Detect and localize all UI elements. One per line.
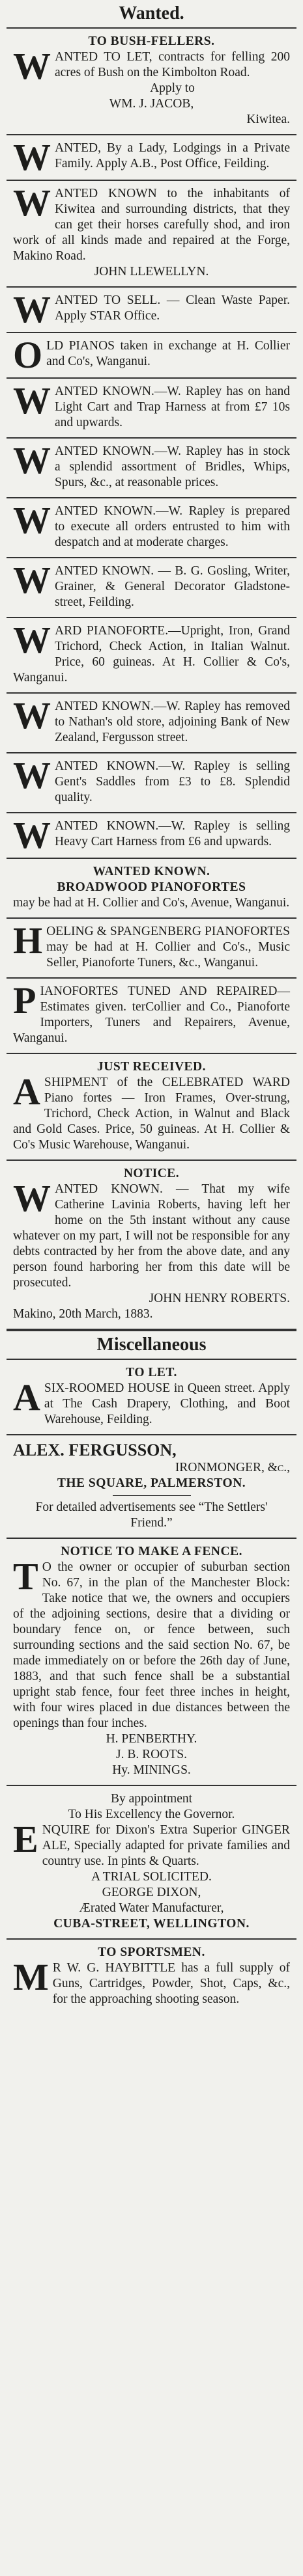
- ad-notice-roberts: [7, 1161, 296, 1331]
- ad-body: ANTED KNOWN to the inhabitants of Kiwitea and surrounding districts, that they can get their horses carefully shod, and iron work of all kinds made and repaired at the Forge, Makino Road.: [13, 187, 290, 263]
- ad-title: NOTICE TO MAKE A FENCE.: [61, 1545, 242, 1558]
- ad-appointment-to: To His Excellency the Governor.: [68, 1808, 235, 1821]
- ad-tuned: [7, 979, 296, 1054]
- drop-cap: W: [13, 45, 51, 87]
- drop-cap: A: [13, 1376, 40, 1418]
- ad-body: ANTED KNOWN. — B. G. Gosling, Writer, Grainer, & General Decorator Gladstone-street, Feilding.: [55, 564, 290, 609]
- ad-body: SIX-ROOMED HOUSE in Queen street. Apply at The Cash Drapery, Clothing, and Boot Warehouse, Feilding.: [44, 1381, 290, 1426]
- drop-cap: W: [13, 619, 51, 661]
- newspaper-column: [7, 0, 296, 2014]
- drop-cap: W: [13, 694, 51, 737]
- ad-trial: A TRIAL SOLICITED.: [91, 1870, 212, 1884]
- drop-cap: W: [13, 379, 51, 422]
- drop-cap: P: [13, 979, 36, 1022]
- ad-body: ANTED, By a Lady, Lodgings in a Private Family. Apply A.B., Post Office, Feilding.: [55, 141, 290, 170]
- ad-rapley-cart: [7, 379, 296, 439]
- ad-fergusson: [7, 1435, 296, 1539]
- ad-body: ANTED KNOWN.—W. Rapley is prepared to execute all orders entrusted to him with despatch and at moderate charges.: [55, 504, 290, 549]
- ad-big-name: ALEX. FERGUSSON,: [13, 1441, 177, 1459]
- ad-body: ANTED KNOWN.—W. Rapley has removed to Nathan's old store, adjoining Bank of New Zealand, Fergusson street.: [55, 699, 290, 744]
- ad-place: Kiwitea.: [246, 113, 290, 126]
- ad-rapley-orders: [7, 498, 296, 558]
- ad-broadwood: [7, 859, 296, 919]
- drop-cap: E: [13, 1818, 38, 1860]
- ad-title: TO LET.: [126, 1366, 177, 1379]
- drop-cap: M: [13, 1956, 49, 1998]
- ad-signature: JOHN HENRY ROBERTS.: [149, 1292, 290, 1305]
- ad-body: IANOFORTES TUNED AND REPAIRED—Estimates given. terCollier and Co., Pianoforte Importers, Tuners and Repairers, Avenue, Wanganui.: [13, 984, 290, 1045]
- ad-body: O the owner or occupier of suburban section No. 67, in the plan of the Manchester Block: Take notice that we, the owners and occupiers of the adjoining sections, desire that a dividing or boundary fence on, or fence between, such surrounding sections and the said section No. 67, be made immediately on or before the 26th day of June, 1883, and that such fence shall be a substantial upright stab fence, four feet three inches in height, with four wires placed in due distances between the openings than four inches.: [13, 1560, 290, 1730]
- ad-body: ANTED KNOWN. — That my wife Catherine Lavinia Roberts, having left her home on the 5th instant without any cause whatever on my part, I will not be responsible for any debts contracted by her from the above date, and any person found harboring her from this date will be prosecuted.: [13, 1182, 290, 1290]
- ad-trade: Ærated Water Manufacturer,: [79, 1901, 224, 1915]
- drop-cap: W: [13, 182, 51, 224]
- ad-title: TO SPORTSMEN.: [98, 1946, 205, 1959]
- ad-body: ANTED KNOWN.—W. Rapley has in stock a splendid assortment of Bridles, Whips, Spurs, &c., at reasonable prices.: [55, 444, 290, 489]
- ad-title: NOTICE.: [123, 1167, 180, 1180]
- ad-gosling: [7, 558, 296, 618]
- ad-body: ANTED KNOWN.—W. Rapley is selling Gent's Saddles from £3 to £8. Splendid quality.: [55, 759, 290, 804]
- ad-old-pianos: [7, 333, 296, 379]
- drop-cap: W: [13, 559, 51, 601]
- ad-trade: IRONMONGER, &c.,: [175, 1461, 290, 1474]
- ad-signature: WM. J. JACOB,: [109, 97, 194, 111]
- ad-signature: Hy. MININGS.: [112, 1763, 191, 1777]
- drop-cap: O: [13, 334, 43, 376]
- ad-note: For detailed advertisements see “The Settlers' Friend.”: [35, 1500, 268, 1530]
- ad-to-let: [7, 1360, 296, 1435]
- ad-signature: J. B. ROOTS.: [116, 1748, 187, 1761]
- ad-line: Apply to: [150, 81, 195, 95]
- ad-body: ARD PIANOFORTE.—Upright, Iron, Grand Trichord, Check Action, in Italian Walnut. Price, 60 guineas. At H. Collier & Co's, Wanganui.: [13, 624, 290, 685]
- ad-ward-pianoforte: [7, 618, 296, 694]
- section-heading: Wanted.: [7, 0, 296, 29]
- ad-rapley-removed: [7, 694, 296, 753]
- ad-signature: GEORGE DIXON,: [102, 1886, 201, 1899]
- ad-title: WANTED KNOWN.: [93, 865, 210, 878]
- ad-bush-fellers: [7, 29, 296, 135]
- ad-body: SHIPMENT of the CELEBRATED WARD Piano fortes — Iron Frames, Over-strung, Trichord, Check Action, in Walnut and Black and Gold Cases. Price, 50 guineas. At H. Collier & Co's Music Warehouse, Wanganui.: [13, 1076, 290, 1152]
- ad-kiwitea-forge: [7, 181, 296, 288]
- ad-rapley-heavy: [7, 813, 296, 859]
- ad-body: NQUIRE for Dixon's Extra Superior GINGER ALE, Specially adapted for private families and country use. In pints & Quarts.: [42, 1823, 290, 1868]
- ad-body: ANTED KNOWN.—W. Rapley has on hand Light Cart and Trap Harness at from £7 10s and upwards.: [55, 385, 290, 429]
- ad-body: LD PIANOS taken in exchange at H. Collier and Co's, Wanganui.: [46, 339, 290, 368]
- ad-title: JUST RECEIVED.: [96, 1060, 207, 1074]
- divider: [113, 1495, 191, 1496]
- drop-cap: W: [13, 439, 51, 481]
- ad-body: OELING & SPANGENBERG PIANOFORTES may be had at H. Collier and Co's., Music Seller, Pianoforte Tuners, &c., Wanganui.: [46, 925, 290, 969]
- drop-cap: W: [13, 499, 51, 541]
- ad-fence: [7, 1539, 296, 1786]
- ad-title: TO BUSH-FELLERS.: [88, 34, 215, 48]
- ad-rapley-saddles: [7, 753, 296, 813]
- ad-just-received: [7, 1054, 296, 1161]
- ad-signature: H. PENBERTHY.: [106, 1732, 197, 1746]
- ad-body: R W. G. HAYBITTLE has a full supply of Guns, Cartridges, Powder, Shot, Caps, &c., for the approaching shooting season.: [52, 1961, 290, 2006]
- ad-dixon: [7, 1786, 296, 1940]
- ad-body: ANTED TO LET, contracts for felling 200 acres of Bush on the Kimbolton Road.: [55, 50, 290, 79]
- ad-waste-paper: [7, 288, 296, 333]
- ad-address: THE SQUARE, PALMERSTON.: [57, 1476, 246, 1490]
- ad-appointment: By appointment: [110, 1792, 193, 1806]
- ad-body: ANTED TO SELL. — Clean Waste Paper. Apply STAR Office.: [55, 293, 290, 323]
- ad-body: may be had at H. Collier and Co's, Avenue, Wanganui.: [13, 896, 290, 910]
- ad-date: Makino, 20th March, 1883.: [13, 1307, 153, 1321]
- drop-cap: W: [13, 814, 51, 856]
- drop-cap: W: [13, 288, 51, 331]
- drop-cap: H: [13, 919, 43, 962]
- ad-sportsmen: [7, 1940, 296, 2014]
- drop-cap: T: [13, 1555, 38, 1597]
- ad-address: CUBA-STREET, WELLINGTON.: [53, 1917, 250, 1931]
- ad-rapley-bridles: [7, 439, 296, 498]
- ad-lady-lodgings: [7, 135, 296, 181]
- ad-body: ANTED KNOWN.—W. Rapley is selling Heavy Cart Harness from £6 and upwards.: [55, 819, 290, 848]
- ad-signature: JOHN LLEWELLYN.: [94, 265, 209, 278]
- drop-cap: A: [13, 1070, 40, 1113]
- ad-subtitle: BROADWOOD PIANOFORTES: [57, 880, 246, 894]
- drop-cap: W: [13, 1177, 51, 1219]
- drop-cap: W: [13, 754, 51, 796]
- drop-cap: W: [13, 136, 51, 178]
- section-heading-miscellaneous: Miscellaneous: [7, 1331, 296, 1360]
- ad-hoeling: [7, 919, 296, 979]
